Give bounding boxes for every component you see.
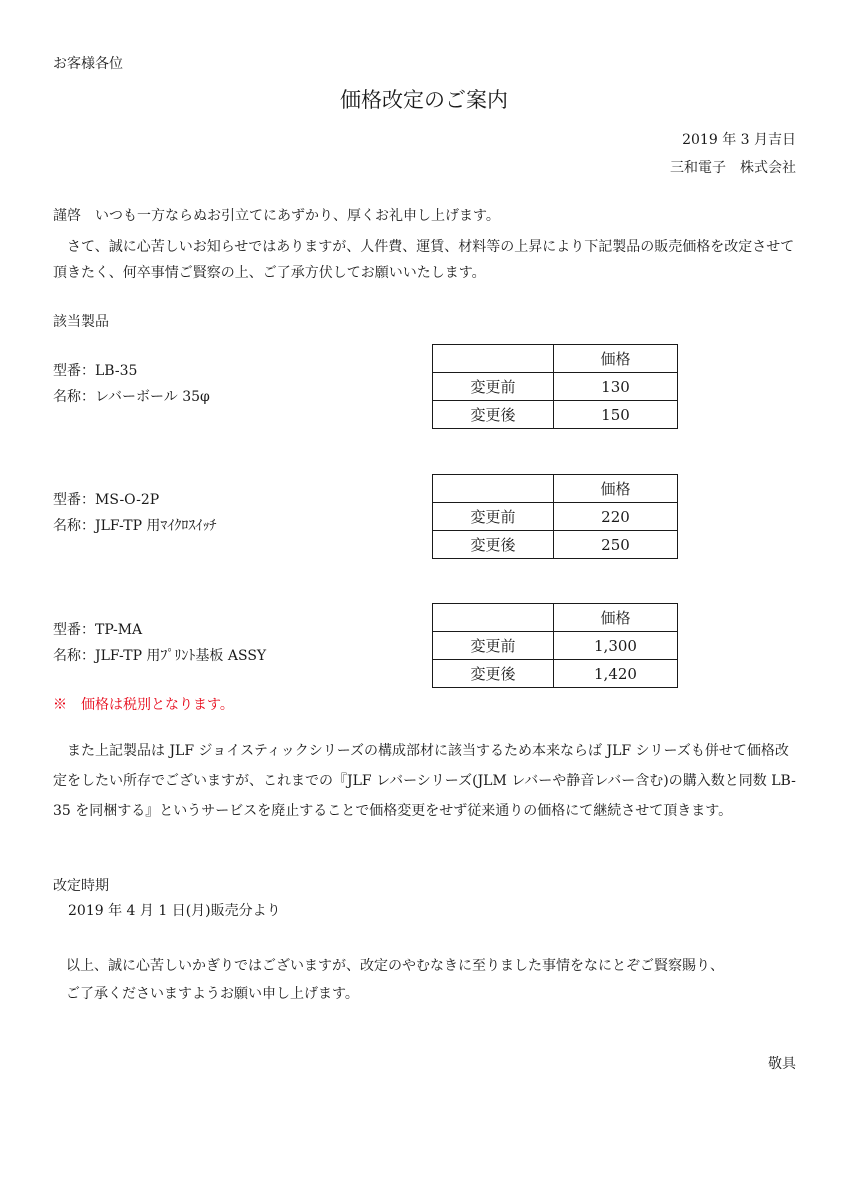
revision-heading: 改定時期: [53, 878, 109, 894]
service-change-paragraph: また上記製品は JLF ジョイスティックシリーズの構成部材に該当するため本来ならば JLF シリーズも併せて価格改定をしたい所存でございますが、これまでの『JLF レバーシリーズ(JLM レバーや静音レバー含む)の購入数と同数 LB-35 を同梱する』というサービスを廃止することで価格変更をせず従来通りの価格にて継続させて頂きます。: [53, 743, 796, 819]
row-label-after: 変更後: [433, 401, 554, 429]
row-label-before: 変更前: [433, 503, 554, 531]
price-table: [432, 603, 678, 688]
price-table-header-row: [433, 475, 678, 503]
price-row-before: [433, 632, 678, 660]
product-name: 名称：JLF-TP 用ﾏｲｸﾛｽｲｯﾁ: [53, 518, 217, 534]
price-table-empty-cell: [433, 345, 554, 373]
price-table: [432, 344, 678, 429]
price-after: 250: [554, 531, 678, 559]
price-column-header: 価格: [554, 604, 678, 632]
price-before: 130: [554, 373, 678, 401]
product-name: 名称：JLF-TP 用ﾌﾟﾘﾝﾄ基板 ASSY: [53, 648, 267, 664]
page-title: 価格改定のご案内: [340, 88, 508, 112]
price-row-before: [433, 503, 678, 531]
price-table-empty-cell: [433, 604, 554, 632]
closing-paragraph: [66, 952, 806, 1008]
price-before: 1,300: [554, 632, 678, 660]
price-row-after: [433, 401, 678, 429]
price-after: 1,420: [554, 660, 678, 688]
recipient-salutation: お客様各位: [53, 56, 123, 72]
price-table: [432, 474, 678, 559]
row-label-before: 変更前: [433, 632, 554, 660]
price-after: 150: [554, 401, 678, 429]
price-table-header-row: [433, 345, 678, 373]
closing-line-2: ご了承くださいますようお願い申し上げます。: [66, 986, 359, 1002]
price-column-header: 価格: [554, 345, 678, 373]
product-model: 型番：TP-MA: [53, 622, 143, 638]
sign-off: 敬具: [768, 1056, 796, 1072]
price-row-after: [433, 531, 678, 559]
price-table-header-row: [433, 604, 678, 632]
products-heading: 該当製品: [53, 314, 109, 330]
revision-date: 2019 年 4 月 1 日(月)販売分より: [68, 903, 281, 919]
company-name: 三和電子 株式会社: [670, 160, 796, 176]
price-column-header: 価格: [554, 475, 678, 503]
product-model: 型番：MS-O-2P: [53, 492, 160, 508]
issue-date: 2019 年 3 月吉日: [682, 132, 796, 148]
intro-paragraph: さて、誠に心苦しいお知らせではありますが、人件費、運賃、材料等の上昇により下記製品の販売価格を改定させて頂きたく、何卒事情ご賢察の上、ご了承方伏してお願いいたします。: [53, 239, 795, 281]
row-label-after: 変更後: [433, 531, 554, 559]
price-row-before: [433, 373, 678, 401]
price-before: 220: [554, 503, 678, 531]
product-name: 名称：レバーボール 35φ: [53, 389, 210, 405]
row-label-before: 変更前: [433, 373, 554, 401]
price-table-empty-cell: [433, 475, 554, 503]
product-model: 型番：LB-35: [53, 363, 138, 379]
price-row-after: [433, 660, 678, 688]
greeting-paragraph: 謹啓 いつも一方ならぬお引立てにあずかり、厚くお礼申し上げます。: [53, 208, 500, 224]
closing-line-1: 以上、誠に心苦しいかぎりではございますが、改定のやむなきに至りました事情をなにとぞご賢察賜り、: [66, 958, 724, 974]
row-label-after: 変更後: [433, 660, 554, 688]
tax-note: ※ 価格は税別となります。: [53, 697, 234, 713]
